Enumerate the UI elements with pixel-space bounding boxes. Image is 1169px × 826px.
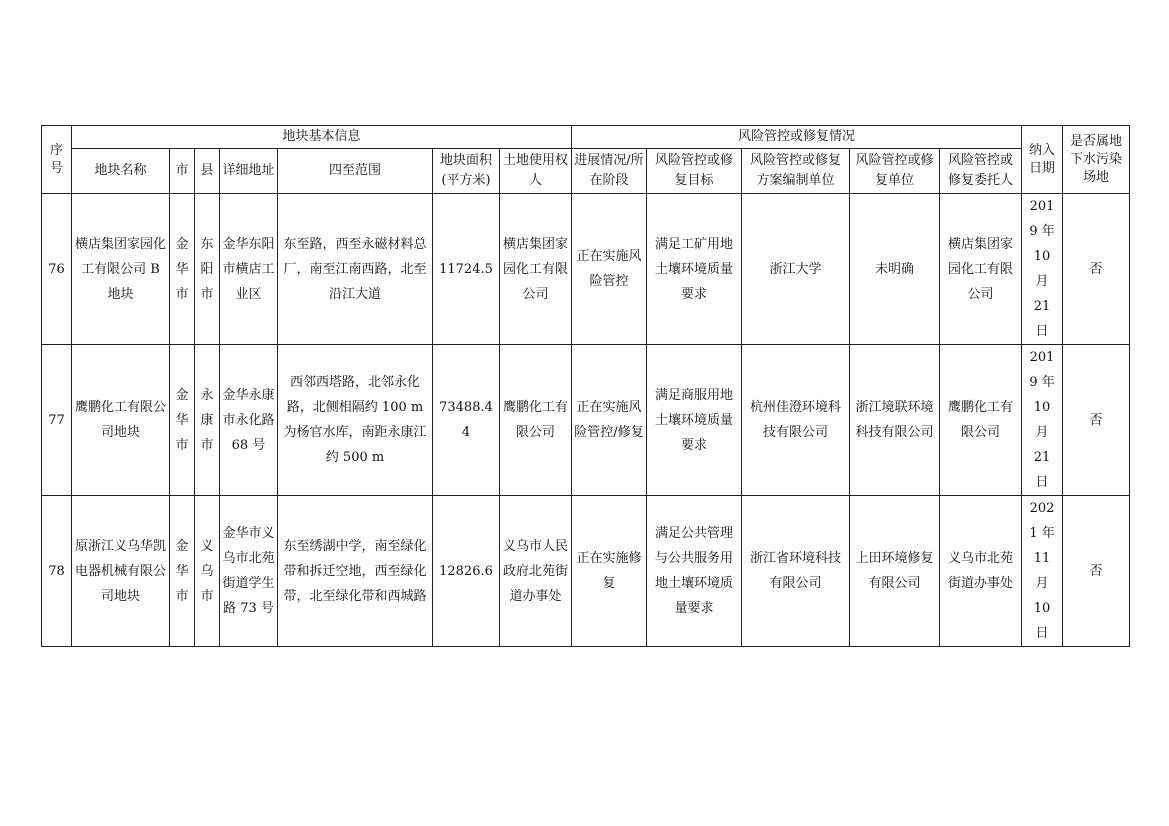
cell-area: 12826.6 bbox=[433, 496, 500, 647]
cell-land-user: 横店集团家园化工有限公司 bbox=[500, 194, 572, 345]
cell-stage: 正在实施风险管控/修复 bbox=[572, 345, 647, 496]
cell-area: 11724.5 bbox=[433, 194, 500, 345]
cell-contractor: 上田环境修复有限公司 bbox=[850, 496, 940, 647]
cell-target: 满足公共管理与公共服务用地土壤环境质量要求 bbox=[647, 496, 742, 647]
cell-boundary: 西邻西塔路，北邻永化路，北侧相隔约 100 m 为杨官水库，南距永康江约 500 m bbox=[278, 345, 433, 496]
cell-county: 义乌市 bbox=[195, 496, 220, 647]
cell-groundwater: 否 bbox=[1063, 496, 1130, 647]
header-land-user: 土地使用权人 bbox=[500, 149, 572, 194]
cell-address: 金华东阳市横店工业区 bbox=[220, 194, 278, 345]
cell-area: 73488.44 bbox=[433, 345, 500, 496]
header-plot-name: 地块名称 bbox=[72, 149, 170, 194]
cell-county: 东阳市 bbox=[195, 194, 220, 345]
cell-plot-name: 原浙江义乌华凯电器机械有限公司地块 bbox=[72, 496, 170, 647]
cell-plot-name: 横店集团家园化工有限公司 B 地块 bbox=[72, 194, 170, 345]
date-line: 日 bbox=[1035, 324, 1049, 339]
cell-address: 金华永康市永化路 68 号 bbox=[220, 345, 278, 496]
header-basic-info: 地块基本信息 bbox=[72, 126, 572, 149]
header-risk-info: 风险管控或修复情况 bbox=[572, 126, 1022, 149]
header-row-1 bbox=[42, 126, 1130, 149]
cell-planner: 浙江省环境科技有限公司 bbox=[742, 496, 850, 647]
cell-city: 金华市 bbox=[170, 345, 195, 496]
date-line: 9 年 bbox=[1029, 224, 1055, 239]
date-line: 21 bbox=[1033, 299, 1051, 314]
cell-boundary: 东至路，西至永磁材料总厂，南至江南西路，北至沿江大道 bbox=[278, 194, 433, 345]
date-line: 201 bbox=[1029, 350, 1055, 365]
cell-contractor: 浙江境联环境科技有限公司 bbox=[850, 345, 940, 496]
cell-target: 满足商服用地土壤环境质量要求 bbox=[647, 345, 742, 496]
cell-include-date bbox=[1022, 194, 1063, 345]
cell-contractor: 未明确 bbox=[850, 194, 940, 345]
cell-target: 满足工矿用地土壤环境质量要求 bbox=[647, 194, 742, 345]
header-planner: 风险管控或修复方案编制单位 bbox=[742, 149, 850, 194]
cell-planner: 浙江大学 bbox=[742, 194, 850, 345]
cell-stage: 正在实施风险管控 bbox=[572, 194, 647, 345]
table-row bbox=[42, 496, 1130, 647]
cell-city: 金华市 bbox=[170, 496, 195, 647]
cell-seq: 76 bbox=[42, 194, 72, 345]
date-line: 11 bbox=[1033, 551, 1051, 566]
cell-client: 鹰鹏化工有限公司 bbox=[940, 345, 1022, 496]
date-line: 月 bbox=[1035, 274, 1049, 289]
cell-include-date bbox=[1022, 345, 1063, 496]
header-client: 风险管控或修复委托人 bbox=[940, 149, 1022, 194]
date-line: 202 bbox=[1029, 501, 1055, 516]
cell-plot-name: 鹰鹏化工有限公司地块 bbox=[72, 345, 170, 496]
date-line: 9 年 bbox=[1029, 375, 1055, 390]
date-line: 日 bbox=[1035, 626, 1049, 641]
cell-stage: 正在实施修复 bbox=[572, 496, 647, 647]
date-line: 201 bbox=[1029, 199, 1055, 214]
header-groundwater: 是否属地下水污染场地 bbox=[1063, 126, 1130, 194]
cell-groundwater: 否 bbox=[1063, 194, 1130, 345]
header-boundary: 四至范围 bbox=[278, 149, 433, 194]
cell-groundwater: 否 bbox=[1063, 345, 1130, 496]
cell-address: 金华市义乌市北苑街道学生路 73 号 bbox=[220, 496, 278, 647]
header-county: 县 bbox=[195, 149, 220, 194]
date-line: 10 bbox=[1033, 400, 1051, 415]
contaminated-site-table bbox=[41, 125, 1130, 647]
cell-city: 金华市 bbox=[170, 194, 195, 345]
header-area: 地块面积(平方米) bbox=[433, 149, 500, 194]
header-seq: 序号 bbox=[42, 126, 72, 194]
date-line: 1 年 bbox=[1029, 526, 1055, 541]
table-row bbox=[42, 345, 1130, 496]
date-line: 日 bbox=[1035, 475, 1049, 490]
date-line: 21 bbox=[1033, 450, 1051, 465]
cell-seq: 77 bbox=[42, 345, 72, 496]
cell-planner: 杭州佳澄环境科技有限公司 bbox=[742, 345, 850, 496]
header-city: 市 bbox=[170, 149, 195, 194]
cell-county: 永康市 bbox=[195, 345, 220, 496]
table-row bbox=[42, 194, 1130, 345]
cell-seq: 78 bbox=[42, 496, 72, 647]
date-line: 月 bbox=[1035, 425, 1049, 440]
header-include-date: 纳入日期 bbox=[1022, 126, 1063, 194]
header-target: 风险管控或修复目标 bbox=[647, 149, 742, 194]
date-line: 月 bbox=[1035, 576, 1049, 591]
date-line: 10 bbox=[1033, 601, 1051, 616]
date-line: 10 bbox=[1033, 249, 1051, 264]
cell-land-user: 义乌市人民政府北苑街道办事处 bbox=[500, 496, 572, 647]
cell-land-user: 鹰鹏化工有限公司 bbox=[500, 345, 572, 496]
cell-include-date bbox=[1022, 496, 1063, 647]
cell-client: 义乌市北苑街道办事处 bbox=[940, 496, 1022, 647]
cell-client: 横店集团家园化工有限公司 bbox=[940, 194, 1022, 345]
header-row-2 bbox=[42, 149, 1130, 194]
header-contractor: 风险管控或修复单位 bbox=[850, 149, 940, 194]
cell-boundary: 东至绣湖中学，南至绿化带和拆迁空地，西至绿化带，北至绿化带和西城路 bbox=[278, 496, 433, 647]
header-address: 详细地址 bbox=[220, 149, 278, 194]
header-stage: 进展情况/所在阶段 bbox=[572, 149, 647, 194]
